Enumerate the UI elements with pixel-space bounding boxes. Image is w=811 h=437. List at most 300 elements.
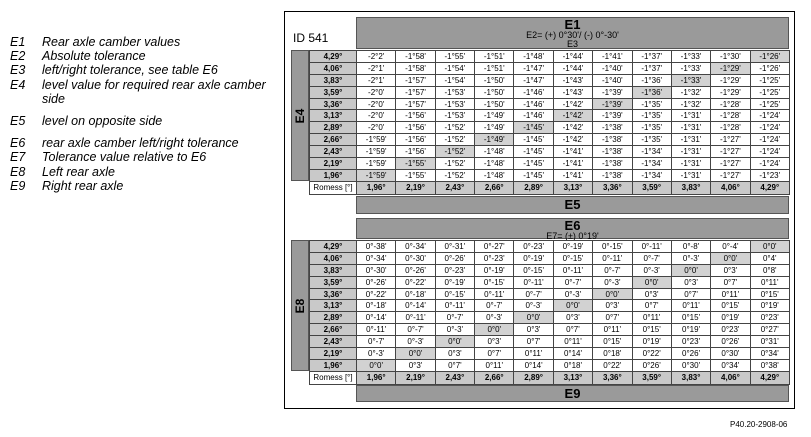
table-cell: 0°18' [553,359,592,371]
table-cell: 0°15' [750,288,789,300]
level-value: 3,83° [310,74,357,86]
table-cell: 0°30' [671,359,710,371]
legend-text: Rear axle camber values [42,35,181,49]
table-cell: -1°48' [514,51,553,63]
table-cell: -1°29' [711,62,750,74]
table-cell: -1°46' [514,98,553,110]
table-cell: 0°11' [553,336,592,348]
table-cell: -1°23' [750,169,789,181]
table-cell: -2°0' [357,122,396,134]
table-cell: 0°-7' [514,288,553,300]
table-cell: 0°0' [750,241,789,253]
romess-value: 4,06° [711,371,750,384]
table-cell: -1°35' [632,110,671,122]
table-cell: 0°38' [750,359,789,371]
table-cell: -1°32' [671,86,710,98]
table-cell: -1°30' [711,51,750,63]
romess-label: Romess [°] [310,181,357,194]
table-cell: 0°19' [750,300,789,312]
table-cell: -1°45' [514,158,553,170]
table-cell: 0°23' [711,324,750,336]
table-cell: 0°3' [514,324,553,336]
table-cell: 0°0' [553,300,592,312]
table-cell: 0°-11' [553,264,592,276]
level-value: 3,59° [310,86,357,98]
table-cell: 0°11' [711,288,750,300]
legend-text: left/right tolerance, see table E6 [42,63,218,78]
table-cell: -1°25' [750,86,789,98]
level-value: 2,43° [310,146,357,158]
table-cell: 0°11' [632,312,671,324]
table-cell: 0°-18' [357,300,396,312]
table-cell: -1°47' [514,62,553,74]
level-value: 4,29° [310,51,357,63]
table-cell: 0°15' [671,312,710,324]
table-cell: -1°59' [357,134,396,146]
table-cell: 0°11' [593,324,632,336]
table-cell: 0°34' [750,348,789,360]
table-cell: 0°-19' [435,276,474,288]
table-cell: -1°49' [475,110,514,122]
table-cell: -1°31' [671,158,710,170]
table-cell: -1°29' [711,86,750,98]
table-cell: 0°3' [593,300,632,312]
legend-text: Right rear axle [42,178,124,193]
table-cell: 0°11' [475,359,514,371]
table-cell: 0°27' [750,324,789,336]
table-cell: 0°-27' [475,241,514,253]
table-row [310,288,790,300]
top-sub-label: E3 [566,39,578,49]
table-cell: -1°41' [553,146,592,158]
table-cell: -1°33' [671,62,710,74]
table-row [310,276,790,288]
table-cell: 0°0' [396,348,435,360]
table-cell: 0°-4' [711,241,750,253]
table-cell: -1°27' [711,169,750,181]
table-cell: 0°3' [711,264,750,276]
table-row [310,110,790,122]
table-cell: -1°43' [553,86,592,98]
table-cell: 0°-15' [553,252,592,264]
legend-text: Absolute tolerance [42,49,146,64]
romess-value: 2,19° [396,181,435,194]
table-cell: -1°52' [435,158,474,170]
table-cell: 0°7' [514,336,553,348]
table-cell: 0°22' [593,359,632,371]
romess-value: 3,36° [593,371,632,384]
table-cell: 0°-15' [593,241,632,253]
table-cell: -2°0' [357,86,396,98]
legend-code: E7 [10,150,26,165]
table-cell: 0°7' [711,276,750,288]
table-cell: 0°0' [475,324,514,336]
table-cell: -1°50' [475,74,514,86]
table-cell: -1°41' [553,158,592,170]
table-cell: -1°48' [475,158,514,170]
table-cell: 0°-3' [475,312,514,324]
table-cell: -1°36' [632,74,671,86]
table-cell: 0°-11' [632,241,671,253]
table-cell: 0°-26' [435,252,474,264]
table-cell: 0°-7' [632,252,671,264]
table-cell: 0°31' [750,336,789,348]
table-cell: 0°-3' [553,288,592,300]
table-cell: 0°-3' [593,276,632,288]
table-cell: 0°26' [632,359,671,371]
table-cell: 0°-23' [514,241,553,253]
table-cell: 0°14' [514,359,553,371]
table-cell: 0°26' [671,348,710,360]
legend-code: E9 [10,178,26,193]
table-cell: 0°0' [632,276,671,288]
table-cell: -1°53' [435,86,474,98]
table-cell: -1°56' [396,122,435,134]
table-cell: -1°31' [671,169,710,181]
table-cell: -1°58' [396,51,435,63]
table-cell: -1°49' [475,122,514,134]
table-row [310,348,790,360]
romess-value: 3,83° [671,181,710,194]
table-cell: 0°-7' [435,312,474,324]
romess-value: 3,59° [632,371,671,384]
table-cell: 0°-7' [553,276,592,288]
table-cell: -1°39' [593,86,632,98]
table-cell: 0°-11' [357,324,396,336]
legend-item [10,150,280,164]
legend-item [10,35,280,49]
bottom-bottom-bar [356,385,789,402]
table-cell: -1°45' [514,134,553,146]
legend-item [10,165,280,179]
figure-code: P40.20-2908-06 [730,420,788,429]
table-cell: 0°7' [593,312,632,324]
table-cell: 0°0' [593,288,632,300]
table-cell: -1°54' [435,74,474,86]
table-cell: -1°33' [671,74,710,86]
table-cell: 0°-14' [396,300,435,312]
table-cell: -1°39' [593,98,632,110]
table-cell: -1°35' [632,134,671,146]
table-cell: 0°-34' [357,252,396,264]
table-row [310,134,790,146]
table-cell: -2°2' [357,51,396,63]
table-cell: -1°59' [357,146,396,158]
table-cell: -1°41' [593,51,632,63]
table-cell: 0°14' [553,348,592,360]
top-side-bar [291,50,309,181]
legend-item [10,63,280,77]
bottom-title: E6 [564,218,581,233]
table-cell: 0°18' [593,348,632,360]
table-cell: -1°28' [711,122,750,134]
table-cell: -2°1' [357,62,396,74]
table-cell: 0°-7' [475,300,514,312]
table-cell: 0°19' [711,312,750,324]
table-row [310,252,790,264]
romess-value: 3,83° [671,371,710,384]
table-cell: -1°25' [750,74,789,86]
top-title: E1 [564,17,581,32]
level-value: 3,36° [310,98,357,110]
romess-value: 3,13° [553,181,592,194]
table-cell: -1°34' [632,169,671,181]
level-value: 2,89° [310,122,357,134]
table-row [310,312,790,324]
legend-code: E2 [10,49,26,64]
table-cell: -1°35' [632,98,671,110]
table-cell: -1°55' [396,169,435,181]
table-row [310,122,790,134]
table-cell: -1°59' [357,169,396,181]
table-cell: 0°7' [632,300,671,312]
romess-value: 4,29° [750,371,789,384]
table-cell: 0°19' [671,324,710,336]
table-cell: -1°28' [711,110,750,122]
legend-text: Tolerance value relative to E6 [42,150,207,165]
table-cell: 0°3' [671,276,710,288]
table-cell: -1°50' [475,86,514,98]
legend-code: E5 [10,114,26,129]
table-cell: -1°34' [632,146,671,158]
table-cell: 0°7' [671,288,710,300]
table-cell: -1°38' [593,158,632,170]
table-row [310,300,790,312]
table-cell: -1°44' [553,62,592,74]
legend-code: E4 [10,77,26,92]
table-cell: 0°-34' [396,241,435,253]
bottom-header-bar [356,218,789,239]
table-cell: -1°38' [593,146,632,158]
top-tolerance: E2= (+) 0°30'/ (-) 0°-30' [526,30,619,40]
table-cell: 0°22' [632,348,671,360]
table-cell: -1°45' [514,169,553,181]
table-cell: 0°0' [711,252,750,264]
table-cell: 0°0' [514,312,553,324]
table-cell: 0°-30' [396,252,435,264]
table-cell: 0°-26' [357,276,396,288]
legend-item [10,136,280,150]
table-cell: -1°33' [671,51,710,63]
table-cell: -1°47' [514,74,553,86]
bottom-table [309,240,790,385]
legend-text: rear axle camber left/right tolerance [42,136,239,151]
table-row [310,51,790,63]
level-value: 3,13° [310,110,357,122]
table-cell: -1°35' [632,122,671,134]
table-cell: 0°3' [475,336,514,348]
table-cell: 0°23' [671,336,710,348]
table-cell: -2°0' [357,110,396,122]
top-side-label: E4 [293,108,307,123]
table-row [310,336,790,348]
table-cell: -1°55' [396,158,435,170]
level-value: 4,29° [310,241,357,253]
table-row [310,158,790,170]
table-cell: 0°-19' [553,241,592,253]
table-cell: 0°-15' [435,288,474,300]
table-cell: -1°45' [514,146,553,158]
romess-value: 2,66° [475,371,514,384]
table-row [310,86,790,98]
table-cell: 0°-3' [396,336,435,348]
table-cell: -1°56' [396,110,435,122]
romess-value: 3,13° [553,371,592,384]
legend-item [10,114,280,128]
table-cell: 0°19' [632,336,671,348]
table-cell: 0°8' [750,264,789,276]
table-cell: -2°1' [357,74,396,86]
table-cell: 0°-11' [593,252,632,264]
table-cell: 0°-31' [435,241,474,253]
table-row [310,264,790,276]
level-value: 1,96° [310,359,357,371]
table-cell: -1°31' [671,110,710,122]
romess-row [310,181,790,194]
level-value: 2,19° [310,158,357,170]
table-row [310,324,790,336]
table-row [310,241,790,253]
romess-value: 1,96° [357,371,396,384]
table-cell: 0°-19' [514,252,553,264]
table-cell: 0°3' [632,288,671,300]
table-cell: 0°-11' [435,300,474,312]
table-cell: -1°58' [396,62,435,74]
table-cell: -2°0' [357,98,396,110]
level-value: 2,89° [310,312,357,324]
table-cell: 0°-38' [357,241,396,253]
top-bottom-label: E5 [564,197,581,212]
table-cell: 0°-22' [357,288,396,300]
legend-code: E8 [10,164,26,179]
table-cell: -1°42' [553,110,592,122]
top-table [309,50,790,195]
table-cell: -1°42' [553,98,592,110]
table-cell: -1°57' [396,86,435,98]
legend-text: Left rear axle [42,164,115,179]
table-cell: 0°34' [711,359,750,371]
table-cell: 0°11' [671,300,710,312]
table-cell: -1°37' [632,62,671,74]
table-cell: 0°-15' [475,276,514,288]
table-cell: 0°-3' [632,264,671,276]
table-cell: 0°11' [514,348,553,360]
table-cell: 0°15' [593,336,632,348]
romess-value: 2,43° [435,371,474,384]
table-cell: 0°-11' [475,288,514,300]
table-cell: -1°40' [593,74,632,86]
table-cell: 0°-11' [396,312,435,324]
table-cell: 0°3' [396,359,435,371]
table-cell: 0°-23' [475,252,514,264]
table-cell: 0°-11' [514,276,553,288]
table-cell: 0°-3' [435,324,474,336]
table-cell: 0°15' [632,324,671,336]
table-cell: -1°50' [475,98,514,110]
romess-value: 3,59° [632,181,671,194]
table-cell: -1°27' [711,134,750,146]
table-cell: -1°38' [593,134,632,146]
table-cell: -1°51' [475,62,514,74]
table-cell: 0°-22' [396,276,435,288]
table-row [310,98,790,110]
table-cell: -1°54' [435,62,474,74]
table-cell: 0°30' [711,348,750,360]
table-cell: -1°52' [435,146,474,158]
table-cell: -1°55' [435,51,474,63]
table-cell: -1°56' [396,134,435,146]
table-cell: -1°46' [514,110,553,122]
bottom-side-bar [291,240,309,371]
legend-item [10,78,280,106]
table-cell: 0°-26' [396,264,435,276]
table-cell: -1°52' [435,134,474,146]
table-cell: -1°52' [435,169,474,181]
table-cell: 0°-23' [435,264,474,276]
table-cell: -1°26' [750,51,789,63]
table-cell: 0°-14' [357,312,396,324]
romess-value: 4,29° [750,181,789,194]
table-cell: 0°-7' [593,264,632,276]
level-value: 3,36° [310,288,357,300]
romess-row [310,371,790,384]
level-value: 2,19° [310,348,357,360]
level-value: 3,59° [310,276,357,288]
table-cell: -1°39' [593,110,632,122]
table-cell: -1°25' [750,98,789,110]
table-cell: -1°42' [553,134,592,146]
table-cell: -1°31' [671,134,710,146]
table-cell: -1°34' [632,158,671,170]
romess-label: Romess [°] [310,371,357,384]
table-cell: -1°24' [750,122,789,134]
table-cell: -1°41' [553,169,592,181]
table-cell: -1°37' [632,51,671,63]
table-cell: -1°43' [553,74,592,86]
table-cell: -1°24' [750,134,789,146]
table-cell: -1°24' [750,158,789,170]
legend-code: E3 [10,63,26,78]
romess-value: 2,89° [514,371,553,384]
table-cell: -1°48' [475,169,514,181]
table-row [310,146,790,158]
table-cell: -1°27' [711,158,750,170]
table-cell: 0°23' [750,312,789,324]
table-cell: 0°-7' [357,336,396,348]
legend-code: E6 [10,136,26,151]
table-cell: -1°29' [711,74,750,86]
id-label: ID 541 [293,31,329,45]
level-value: 2,43° [310,336,357,348]
table-cell: 0°3' [435,348,474,360]
legend-code: E1 [10,35,26,49]
table-cell: -1°38' [593,169,632,181]
table-cell: 0°0' [435,336,474,348]
table-cell: 0°0' [671,264,710,276]
romess-value: 2,89° [514,181,553,194]
table-cell: 0°-30' [357,264,396,276]
table-cell: -1°59' [357,158,396,170]
table-cell: 0°-3' [514,300,553,312]
table-cell: 0°-8' [671,241,710,253]
table-cell: -1°31' [671,146,710,158]
legend-item [10,49,280,63]
table-cell: 0°-19' [475,264,514,276]
table-cell: 0°-7' [396,324,435,336]
romess-value: 2,43° [435,181,474,194]
table-cell: -1°52' [435,122,474,134]
legend-text: level on opposite side [42,114,163,129]
